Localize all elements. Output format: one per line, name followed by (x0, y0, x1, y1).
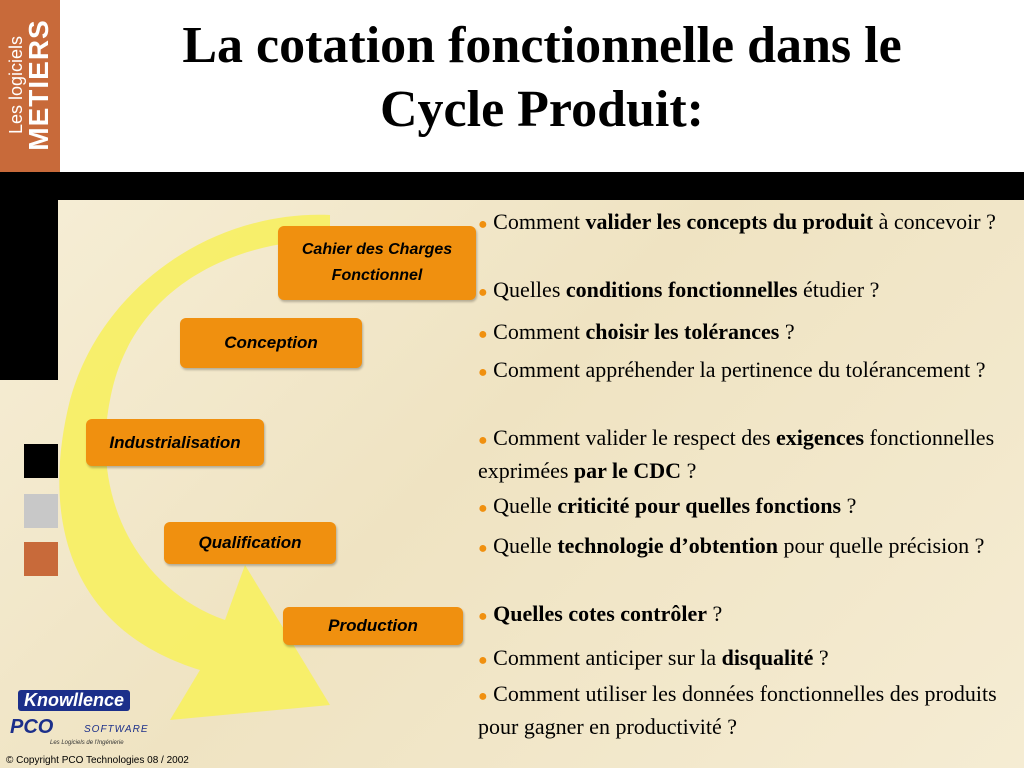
question-item (478, 275, 879, 308)
question-emphasis: criticité pour quelles fonctions (557, 493, 842, 518)
question-emphasis: exigences (776, 425, 864, 450)
brand-text (7, 1, 53, 169)
bullet-icon: ● (478, 608, 488, 625)
company-logo (0, 686, 175, 748)
bullet-icon: ● (478, 540, 488, 557)
stage-production: Production (283, 607, 463, 645)
question-item (478, 317, 795, 350)
bullet-icon: ● (478, 688, 488, 705)
title-line-1: La cotation fonctionnelle dans le (182, 17, 902, 74)
bullet-icon: ● (478, 216, 488, 233)
question-text: ? (779, 319, 795, 344)
stage-cdc-line-2: Fonctionnel (331, 267, 423, 284)
bullet-icon: ● (478, 432, 488, 449)
question-emphasis: conditions fonctionnelles (565, 277, 798, 302)
question-emphasis: valider les concepts du produit (585, 209, 874, 234)
brand-line-2: METIERS (23, 19, 54, 151)
copyright-footer: © Copyright PCO Technologies 08 / 2002 (6, 755, 189, 766)
bullet-icon: ● (478, 652, 488, 669)
title-area (60, 0, 1024, 173)
stage-conception: Conception (180, 318, 362, 368)
question-text: Quelles (493, 277, 566, 302)
question-item (478, 643, 829, 676)
question-item (478, 531, 984, 564)
question-text: Quelle (493, 533, 558, 558)
question-item (478, 491, 856, 524)
bullet-icon: ● (478, 364, 488, 381)
question-text: ? (841, 493, 857, 518)
pco-logo-text: PCO (10, 716, 54, 738)
brand-banner (0, 0, 60, 172)
brand-line-1: Les logiciels (6, 35, 26, 135)
question-emphasis: technologie d’obtention (557, 533, 778, 558)
question-text: Comment (493, 319, 586, 344)
software-logo-text: SOFTWARE (84, 724, 149, 735)
question-emphasis: disqualité (721, 645, 814, 670)
question-text: Comment valider le respect des (493, 425, 777, 450)
question-text: ? (706, 601, 723, 626)
question-item (478, 355, 986, 388)
question-text: Comment anticiper sur la (493, 645, 722, 670)
question-text: Comment appréhender la pertinence du tolérancement ? (493, 357, 986, 382)
question-item (478, 423, 1018, 486)
question-text: Comment utiliser les données fonctionnelles des produits pour gagner en productivité ? (478, 681, 997, 739)
bullet-icon: ● (478, 500, 488, 517)
question-text: à concevoir ? (873, 209, 996, 234)
question-text: ? (681, 458, 697, 483)
question-text: Quelle (493, 493, 558, 518)
question-text: Comment (493, 209, 586, 234)
question-item (478, 679, 1018, 742)
question-item (478, 207, 996, 240)
slide-title (60, 14, 1024, 142)
question-emphasis: Quelles cotes contrôler (493, 601, 707, 626)
bullet-icon: ● (478, 326, 488, 343)
question-text: pour quelle précision ? (777, 533, 985, 558)
stage-industrialisation: Industrialisation (86, 419, 264, 466)
stage-cahier-des-charges (278, 226, 476, 300)
bullet-icon: ● (478, 284, 488, 301)
question-emphasis: par le CDC (573, 458, 682, 483)
question-item (478, 599, 722, 632)
title-line-2: Cycle Produit: (380, 81, 704, 138)
logo-tagline: Les Logiciels de l'Ingénierie (50, 740, 124, 746)
question-emphasis: choisir les tolérances (585, 319, 780, 344)
stage-cdc-line-1: Cahier des Charges (301, 241, 453, 258)
question-text: ? (813, 645, 829, 670)
knowllence-logo-text: Knowllence (18, 690, 130, 711)
title-divider-band (0, 172, 1024, 200)
stage-qualification: Qualification (164, 522, 336, 564)
question-text: étudier ? (797, 277, 880, 302)
question-text: fonctionnelles exprimées (478, 425, 995, 483)
